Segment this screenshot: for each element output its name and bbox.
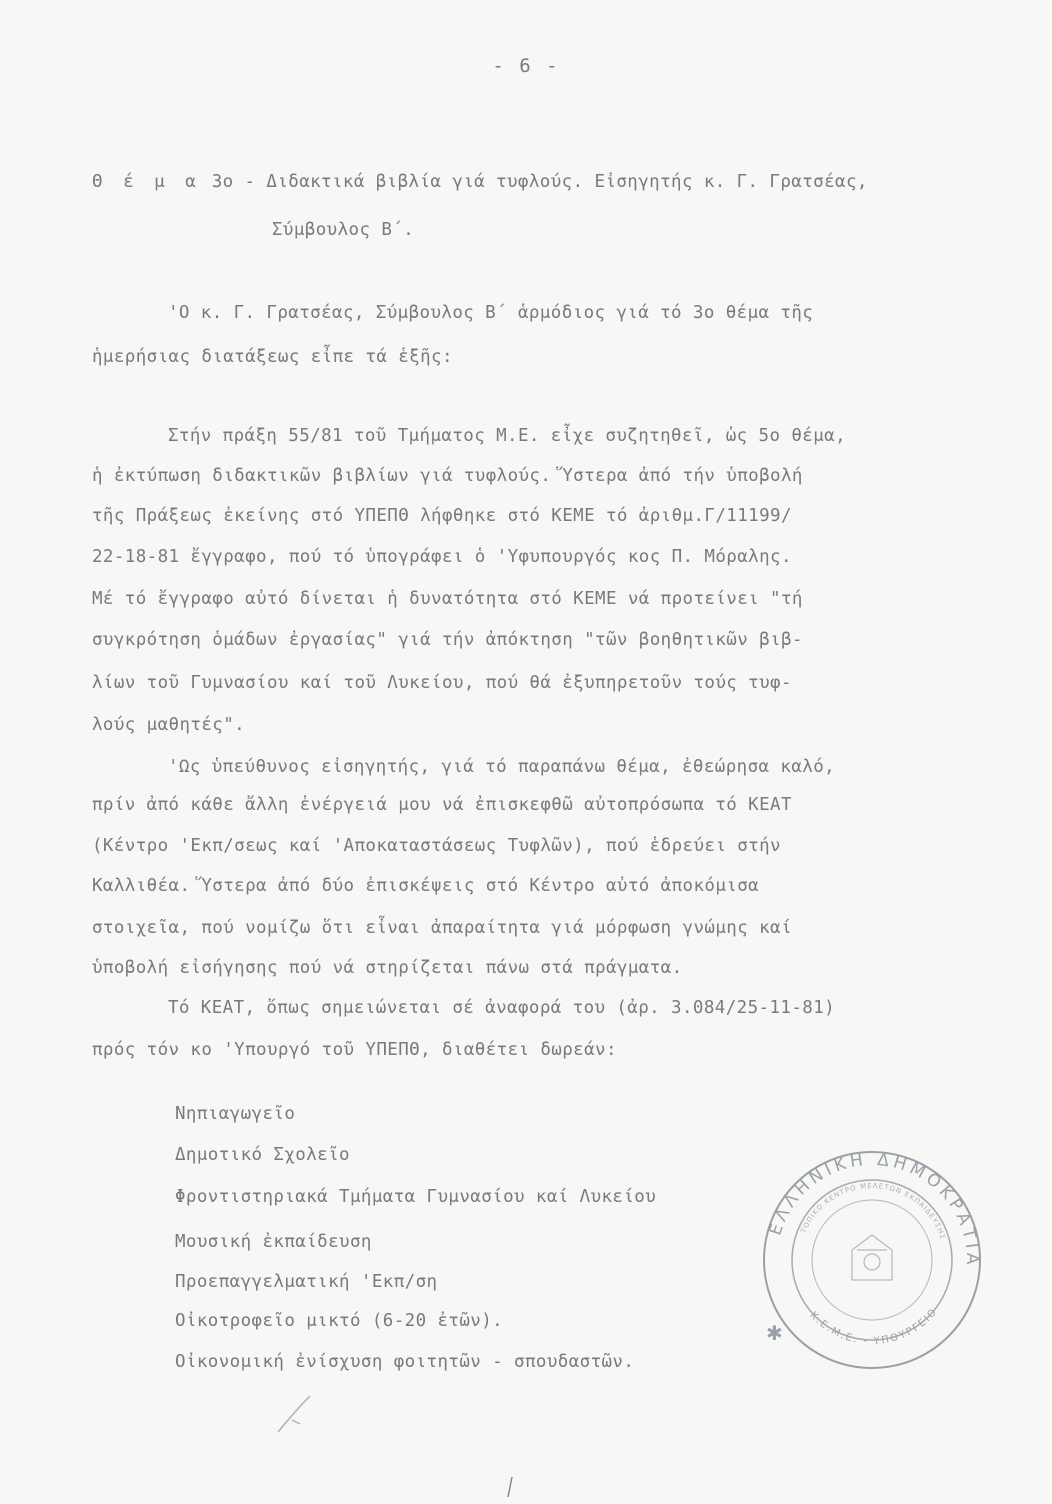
list-item: Προεπαγγελματική 'Εκπ/ση — [175, 1272, 438, 1292]
paragraph-line: ὑποβολή εἰσήγησης πού νά στηρίζεται πάνω στά πράγματα. — [92, 958, 683, 978]
paragraph-line: λίων τοῦ Γυμνασίου καί τοῦ Λυκείου, πού θά ἐξυπηρετοῦν τούς τυφ- — [92, 673, 792, 693]
paragraph-line: Μέ τό ἔγγραφο αὐτό δίνεται ἡ δυνατότητα στό ΚΕΜΕ νά προτείνει "τή — [92, 589, 803, 609]
paragraph-line: Καλλιθέα. Ὕστερα ἀπό δύο ἐπισκέψεις στό Κέντρο αὐτό ἀποκόμισα — [92, 876, 760, 896]
list-item: Μουσική ἐκπαίδευση — [175, 1232, 372, 1252]
topic-line-2: Σύμβουλος Β΄. — [272, 220, 415, 240]
paragraph-line: πρίν ἀπό κάθε ἄλλη ἐνέργειά μου νά ἐπισκεφθῶ αὐτοπρόσωπα τό ΚΕΑΤ — [92, 795, 792, 815]
paragraph-line: ἡ ἐκτύπωση διδακτικῶν βιβλίων γιά τυφλούς. Ὕστερα ἀπό τήν ὑποβολή — [92, 466, 803, 486]
paragraph-line: 22-18-81 ἔγγραφο, πού τό ὑπογράφει ὁ 'Υφυπουργός κος Π. Μόραλης. — [92, 547, 792, 567]
topic-prefix: Θ έ μ α — [92, 172, 201, 192]
topic-line-1 — [92, 172, 868, 192]
official-stamp — [752, 1140, 992, 1380]
bottom-pen-mark — [500, 1475, 520, 1500]
list-item: Νηπιαγωγεῖο — [175, 1104, 296, 1124]
paragraph-line: Στήν πράξη 55/81 τοῦ Τμήματος Μ.Ε. εἶχε συζητηθεῖ, ὡς 5ο θέμα, — [168, 426, 847, 446]
svg-text:✱: ✱ — [766, 1321, 783, 1345]
list-item: Οἰκονομική ἐνίσχυση φοιτητῶν - σπουδαστῶν. — [175, 1352, 635, 1372]
list-item: Δημοτικό Σχολεῖο — [175, 1145, 350, 1165]
svg-text:ΤΟΠΙΚΟ ΚΕΝΤΡΟ ΜΕΛΕΤΩΝ ΕΚΠΑΙΔΕΥ: ΤΟΠΙΚΟ ΚΕΝΤΡΟ ΜΕΛΕΤΩΝ ΕΚΠΑΙΔΕΥΣΗΣ — [799, 1181, 947, 1241]
intro-line: ἡμερήσιας διατάξεως εἶπε τά ἑξῆς: — [92, 347, 453, 367]
signature-mark — [270, 1390, 330, 1440]
page-number: - 6 - — [492, 55, 560, 77]
stamp-seal-icon — [752, 1140, 992, 1380]
list-item: Φροντιστηριακά Τμήματα Γυμνασίου καί Λυκείου — [175, 1187, 657, 1207]
paragraph-line: Τό ΚΕΑΤ, ὅπως σημειώνεται σέ ἀναφορά του (ἀρ. 3.084/25-11-81) — [168, 998, 836, 1018]
paragraph-line: πρός τόν κο 'Υπουργό τοῦ ΥΠΕΠΘ, διαθέτει δωρεάν: — [92, 1040, 617, 1060]
svg-text:Κ.Ε.Μ.Ε. - ΥΠΟΥΡΓΕΙΟ: Κ.Ε.Μ.Ε. - ΥΠΟΥΡΓΕΙΟ — [807, 1305, 941, 1348]
topic-text: 3ο - Διδακτικά βιβλία γιά τυφλούς. Εἰσηγητής κ. Γ. Γρατσέας, — [211, 172, 868, 192]
paragraph-line: (Κέντρο 'Εκπ/σεως καί 'Αποκαταστάσεως Τυφλῶν), πού ἑδρεύει στήν — [92, 836, 781, 856]
paragraph-line: 'Ως ὑπεύθυνος εἰσηγητής, γιά τό παραπάνω θέμα, ἐθεώρησα καλό, — [168, 757, 836, 777]
paragraph-line: τῆς Πράξεως ἐκείνης στό ΥΠΕΠΘ λήφθηκε στό ΚΕΜΕ τό ἀριθμ.Γ/11199/ — [92, 506, 792, 526]
list-item: Οἰκοτροφεῖο μικτό (6-20 ἐτῶν). — [175, 1311, 504, 1331]
intro-line: 'Ο κ. Γ. Γρατσέας, Σύμβουλος Β΄ ἁρμόδιος γιά τό 3ο θέμα τῆς — [168, 303, 814, 323]
paragraph-line: συγκρότηση ὁμάδων ἐργασίας" γιά τήν ἀπόκτηση "τῶν βοηθητικῶν βιβ- — [92, 630, 803, 650]
svg-text:ΕΛΛΗΝΙΚΗ ΔΗΜΟΚΡΑΤΙΑ: ΕΛΛΗΝΙΚΗ ΔΗΜΟΚΡΑΤΙΑ — [765, 1149, 983, 1269]
paragraph-line: λούς μαθητές". — [92, 715, 246, 735]
paragraph-line: στοιχεῖα, πού νομίζω ὅτι εἶναι ἀπαραίτητα γιά μόρφωση γνώμης καί — [92, 918, 792, 938]
